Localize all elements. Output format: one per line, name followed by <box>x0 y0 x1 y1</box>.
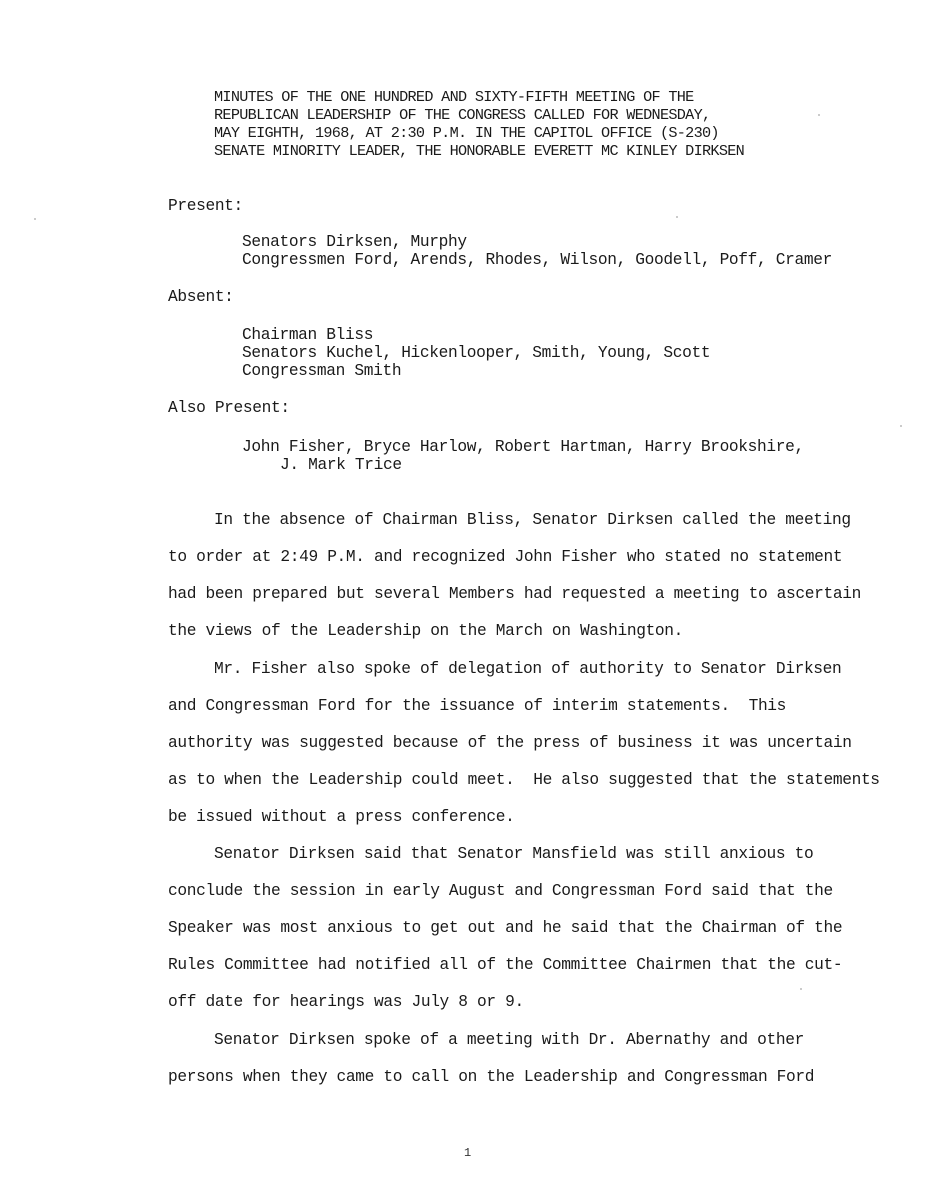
paragraph-line: and Congressman Ford for the issuance of interim statements. This <box>168 697 787 715</box>
paragraph-line: Rules Committee had notified all of the Committee Chairmen that the cut- <box>168 956 843 974</box>
also-present-line-2: J. Mark Trice <box>280 456 402 474</box>
present-senators: Senators Dirksen, Murphy <box>242 233 467 251</box>
heading-line-4: SENATE MINORITY LEADER, THE HONORABLE EVERETT MC KINLEY DIRKSEN <box>214 142 745 160</box>
heading-line-1: MINUTES OF THE ONE HUNDRED AND SIXTY-FIFTH MEETING OF THE <box>214 88 694 106</box>
paragraph-line: the views of the Leadership on the March on Washington. <box>168 622 684 640</box>
paragraph-line: be issued without a press conference. <box>168 808 515 826</box>
heading-line-2: REPUBLICAN LEADERSHIP OF THE CONGRESS CALLED FOR WEDNESDAY, <box>214 106 711 124</box>
scan-speck <box>800 988 802 990</box>
paragraph-line: Senator Dirksen spoke of a meeting with Dr. Abernathy and other <box>214 1031 804 1049</box>
scan-speck <box>34 218 36 220</box>
paragraph-line: In the absence of Chairman Bliss, Senator Dirksen called the meeting <box>214 511 851 529</box>
page-number: 1 <box>464 1146 471 1160</box>
absent-congressman: Congressman Smith <box>242 362 402 380</box>
absent-label: Absent: <box>168 288 234 306</box>
paragraph-line: Speaker was most anxious to get out and he said that the Chairman of the <box>168 919 843 937</box>
also-present-line-1: John Fisher, Bryce Harlow, Robert Hartman, Harry Brookshire, <box>242 438 804 456</box>
paragraph-line: Senator Dirksen said that Senator Mansfield was still anxious to <box>214 845 814 863</box>
present-label: Present: <box>168 197 243 215</box>
paragraph-line: persons when they came to call on the Leadership and Congressman Ford <box>168 1068 815 1086</box>
paragraph-line: off date for hearings was July 8 or 9. <box>168 993 524 1011</box>
present-congressmen: Congressmen Ford, Arends, Rhodes, Wilson, Goodell, Poff, Cramer <box>242 251 832 269</box>
also-present-label: Also Present: <box>168 399 290 417</box>
paragraph-line: Mr. Fisher also spoke of delegation of authority to Senator Dirksen <box>214 660 842 678</box>
paragraph-line: to order at 2:49 P.M. and recognized John Fisher who stated no statement <box>168 548 843 566</box>
paragraph-line: conclude the session in early August and Congressman Ford said that the <box>168 882 833 900</box>
scan-speck <box>676 216 678 218</box>
paragraph-line: as to when the Leadership could meet. He also suggested that the statements <box>168 771 880 789</box>
scan-speck <box>900 425 902 427</box>
absent-chairman: Chairman Bliss <box>242 326 374 344</box>
heading-line-3: MAY EIGHTH, 1968, AT 2:30 P.M. IN THE CAPITOL OFFICE (S-230) <box>214 124 719 142</box>
paragraph-line: had been prepared but several Members had requested a meeting to ascertain <box>168 585 861 603</box>
scan-speck <box>818 114 820 116</box>
paragraph-line: authority was suggested because of the press of business it was uncertain <box>168 734 852 752</box>
absent-senators: Senators Kuchel, Hickenlooper, Smith, Young, Scott <box>242 344 711 362</box>
